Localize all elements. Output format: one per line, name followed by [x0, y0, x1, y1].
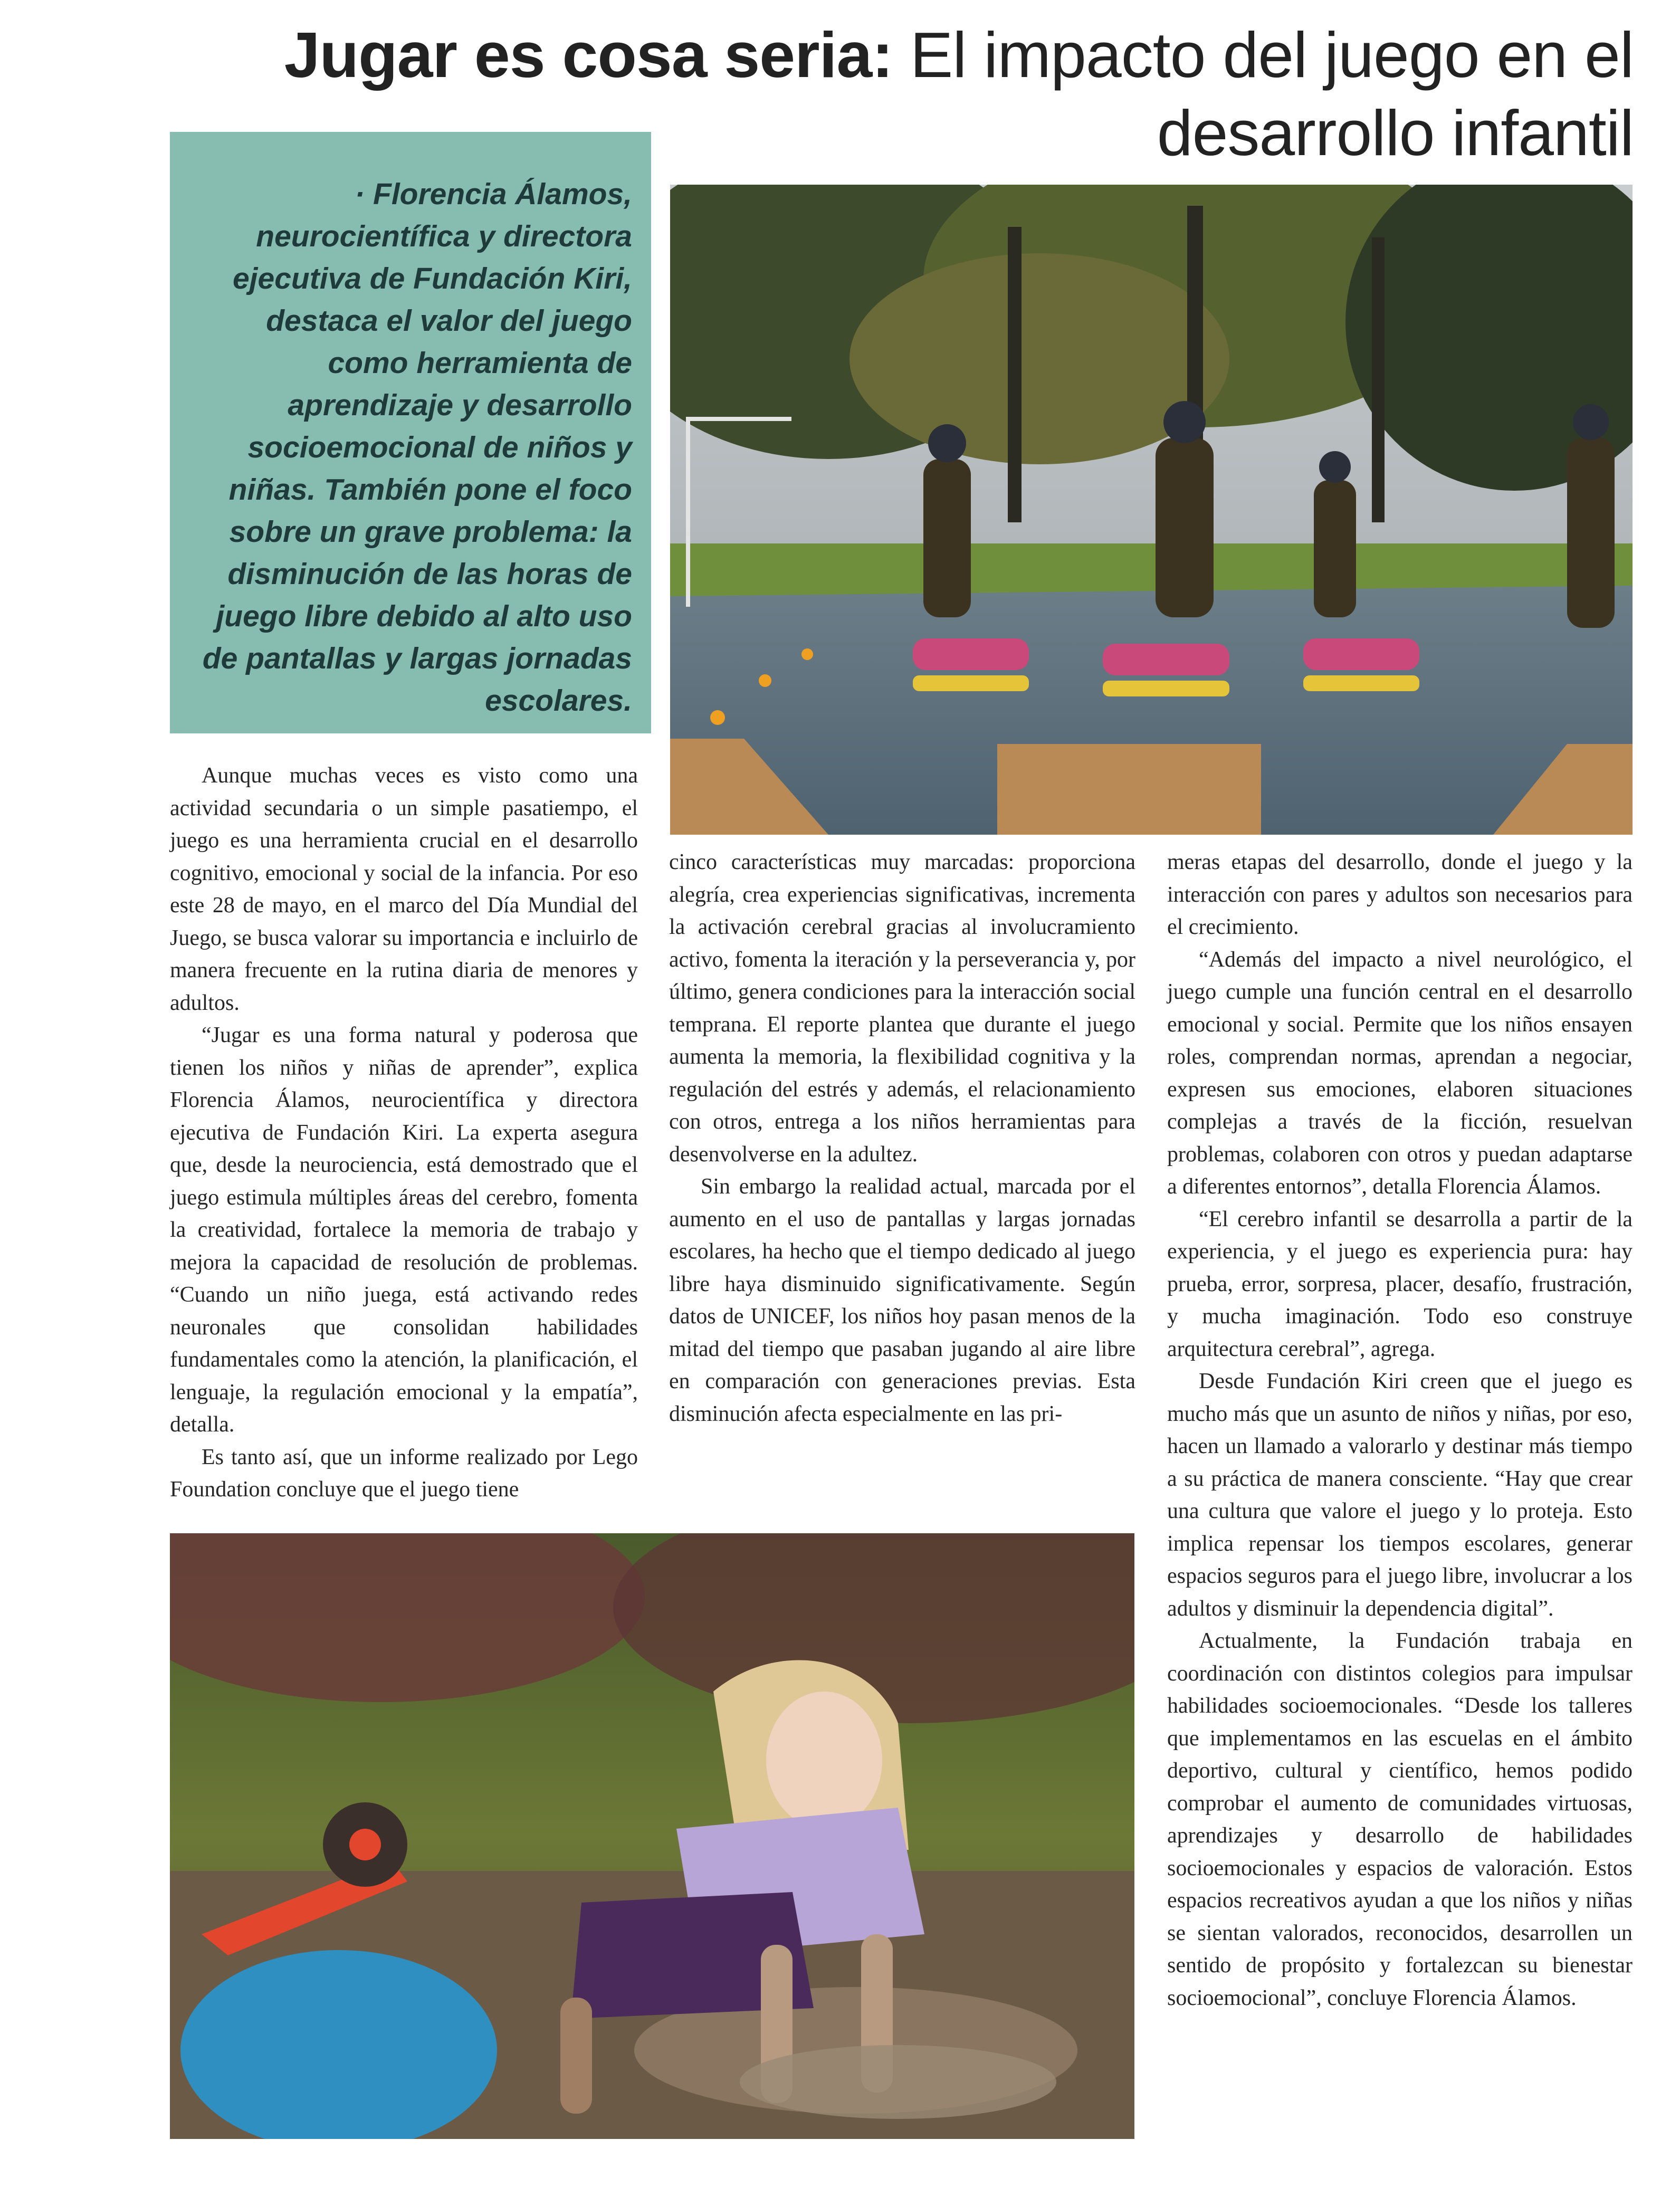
title-rest-part: El impacto del juego en el desarrollo infantil — [893, 19, 1634, 169]
paragraph: Es tanto así, que un informe realizado por Lego Foundation concluye que el juego tiene — [170, 1445, 638, 1502]
lead-text: · Florencia Álamos, neurocientífica y directora ejecutiva de Fundación Kiri, destaca el valor del juego como herramienta de aprendizaje y desarrollo socioemocional de niños y niñas. También pone el foco sobre un grave problema: la disminución de las horas de juego libre debido al alto uso de pantallas y largas jornadas escolares. — [202, 177, 632, 718]
skateboarding-children-photo — [670, 185, 1633, 835]
paragraph: “Jugar es una forma natural y poderosa que tienen los niños y niñas de aprender”, explica Florencia Álamos, neurocientífica y directora ejecutiva de Fundación Kiri. La experta asegura que, desde la neurociencia, está demostrado que el juego estimula múltiples áreas del cerebro, fomenta la creatividad, fortalece la memoria de trabajo y mejora la capacidad de resolución de problemas. “Cuando un niño juega, está activando redes neuronales que consolidan habilidades fundamentales como la atención, la planificación, el lenguaje, la regulación emocional y la empatía”, detalla. — [170, 1023, 638, 1437]
article-column-1 — [170, 760, 638, 1506]
paragraph: Desde Fundación Kiri creen que el juego es mucho más que un asunto de niños y niñas, por eso, hacen un llamado a valorarlo y destinar más tiempo a su práctica de manera consciente. “Hay que crear una cultura que valore el juego y lo proteja. Esto implica repensar los tiempos escolares, generar espacios seguros para el juego libre, involucrar a los adultos y disminuir la dependencia digital”. — [1167, 1369, 1633, 1621]
paragraph: Sin embargo la realidad actual, marcada por el aumento en el uso de pantallas y largas jornadas escolares, ha hecho que el tiempo dedicado al juego libre haya disminuido significativamente. Según datos de UNICEF, los niños hoy pasan menos de la mitad del tiempo que pasaban jugando al aire libre en comparación con generaciones previas. Esta disminución afecta especialmente en las pri- — [669, 1174, 1135, 1426]
title-bold-part: Jugar es cosa seria: — [284, 19, 893, 91]
lead-box — [170, 132, 651, 733]
paragraph: “El cerebro infantil se desarrolla a partir de la experiencia, y el juego es experiencia pura: hay prueba, error, sorpresa, placer, desafío, frustración, y mucha imaginación. Todo eso construye arquitectura cerebral”, agrega. — [1167, 1207, 1633, 1361]
article-column-2 — [669, 846, 1135, 1430]
paragraph: “Además del impacto a nivel neurológico, el juego cumple una función central en el desarrollo emocional y social. Permite que los niños ensayen roles, comprendan normas, aprendan a negociar, expresen sus emociones, elaboren situaciones complejas a través de la ficción, resuelvan problemas, colaboren con otros y puedan adaptarse a diferentes entornos”, detalla Florencia Álamos. — [1167, 947, 1633, 1199]
child-in-mud-photo — [170, 1533, 1134, 2139]
article-column-3 — [1167, 846, 1633, 2014]
paragraph: Aunque muchas veces es visto como una actividad secundaria o un simple pasatiempo, el juego es una herramienta crucial en el desarrollo cognitivo, emocional y social de la infancia. Por eso este 28 de mayo, en el marco del Día Mundial del Juego, se busca valorar su importancia e incluirlo de manera frecuente en la rutina diaria de menores y adultos. — [170, 763, 638, 1015]
paragraph: meras etapas del desarrollo, donde el juego y la interacción con pares y adultos son necesarios para el crecimiento. — [1167, 850, 1633, 939]
paragraph: Actualmente, la Fundación trabaja en coordinación con distintos colegios para impulsar habilidades socioemocionales. “Desde los talleres que implementamos en las escuelas en el ámbito deportivo, cultural y científico, hemos podido comprobar el aumento de comunidades virtuosas, aprendizajes y desarrollo de habilidades socioemocionales y espacios de valoración. Estos espacios recreativos ayudan a que los niños y niñas se sientan valorados, reconocidos, desarrollen un sentido de propósito y fortalezcan su bienestar socioemocional”, concluye Florencia Álamos. — [1167, 1629, 1633, 2010]
paragraph: cinco características muy marcadas: proporciona alegría, crea experiencias significativas, incrementa la activación cerebral gracias al involucramiento activo, fomenta la iteración y la perseverancia y, por último, genera condiciones para la interacción social temprana. El reporte plantea que durante el juego aumenta la memoria, la flexibilidad cognitiva y la regulación del estrés y además, el relacionamiento con otros, entrega a los niños herramientas para desenvolverse en la adultez. — [669, 850, 1135, 1167]
